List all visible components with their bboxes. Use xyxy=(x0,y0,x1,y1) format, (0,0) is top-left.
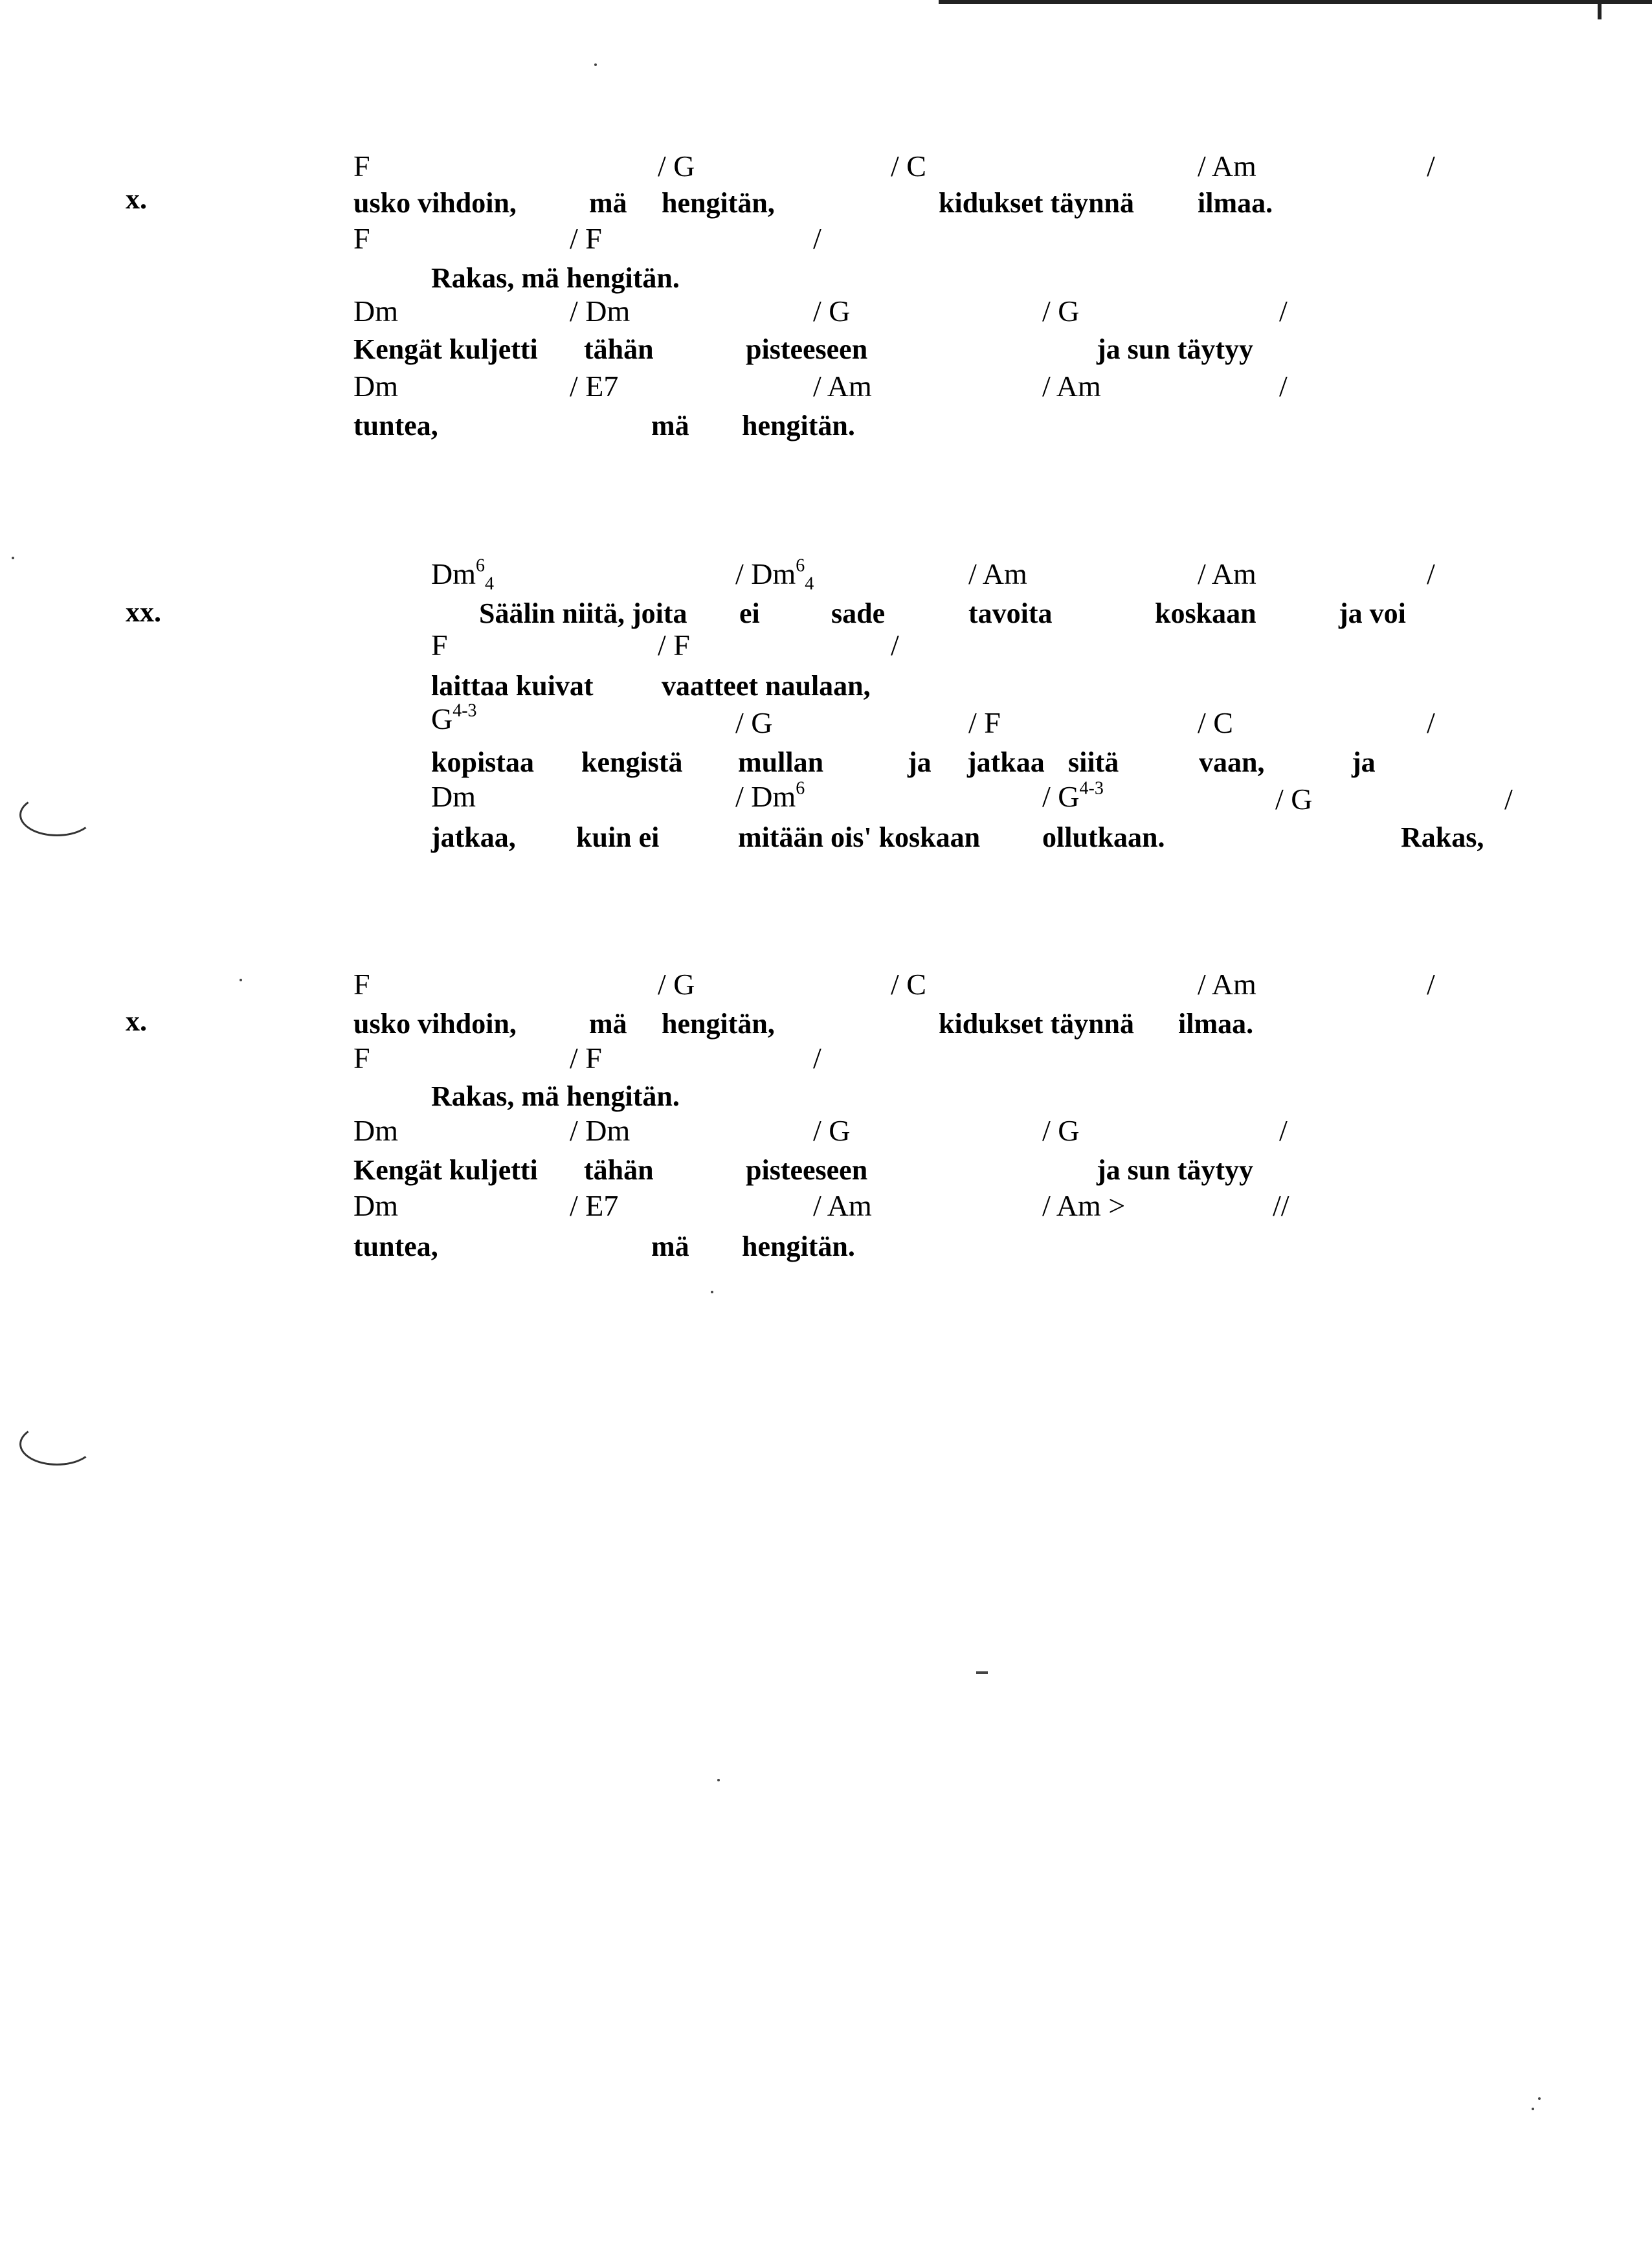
lyric-text: mä xyxy=(589,1008,627,1040)
chord: / xyxy=(1427,968,1435,1001)
chord: / C xyxy=(891,150,926,183)
chord: / xyxy=(813,222,821,255)
lyric-text: Rakas, xyxy=(1401,821,1484,853)
chord xyxy=(431,782,476,812)
section-marker: xx. xyxy=(126,596,161,628)
lyric-text: mä xyxy=(651,410,689,441)
lyric-text: tavoita xyxy=(968,597,1053,629)
chord: / Am xyxy=(1198,150,1256,183)
chord: / Dm xyxy=(570,295,631,328)
lyric-text: Kengät kuljetti xyxy=(353,1154,538,1186)
lyric-text: tähän xyxy=(584,1154,654,1186)
lyric-text: ja sun täytyy xyxy=(1097,1154,1254,1186)
chord-superscript: 6 xyxy=(796,778,805,799)
chord: / G xyxy=(658,968,695,1001)
lyric-text: ja voi xyxy=(1339,597,1406,629)
lyric-text: koskaan xyxy=(1155,597,1256,629)
lyric-text: laittaa kuivat xyxy=(431,670,594,702)
lyric-text: ja sun täytyy xyxy=(1097,333,1254,365)
chord: / xyxy=(1427,150,1435,183)
section-marker: x. xyxy=(126,1005,147,1037)
lyric-text: Kengät kuljetti xyxy=(353,333,538,365)
chord: / E7 xyxy=(570,1189,619,1222)
lyric-text: tähän xyxy=(584,333,654,365)
chord-base: / G xyxy=(1042,780,1080,813)
chord xyxy=(735,778,805,813)
chord xyxy=(891,630,899,660)
chord: F xyxy=(353,1042,370,1075)
chord xyxy=(658,630,690,660)
chord-base: / F xyxy=(658,629,690,662)
lyric-text: hengitän, xyxy=(662,1008,775,1040)
lyric-text: kopistaa xyxy=(431,746,534,778)
scan-speck xyxy=(594,63,597,66)
scan-edge-artifact xyxy=(939,0,1652,4)
chord: / G xyxy=(658,150,695,183)
chord xyxy=(968,559,1027,589)
chord: / G xyxy=(813,295,851,328)
chord-superscript: 4-3 xyxy=(452,700,477,721)
chord xyxy=(1427,708,1435,738)
chord: / Dm xyxy=(570,1114,631,1147)
chord: / G xyxy=(1042,1114,1080,1147)
chord: / xyxy=(1279,370,1288,403)
chord: / xyxy=(1279,295,1288,328)
chord: / xyxy=(813,1042,821,1075)
lyric-text: ollutkaan. xyxy=(1042,821,1165,853)
lyric-text: Säälin niitä, joita xyxy=(479,597,687,629)
chord: // xyxy=(1273,1189,1289,1222)
lyric-text: Rakas, mä hengitän. xyxy=(431,262,680,294)
chord xyxy=(1042,778,1104,813)
chord-base: / xyxy=(1427,557,1435,590)
chord-subscript: 4 xyxy=(485,574,494,594)
chord-superscript: 6 xyxy=(796,555,805,576)
chord-base: / C xyxy=(1198,706,1233,739)
chord-base: Dm xyxy=(431,557,476,590)
lyric-text: siitä xyxy=(1068,746,1119,778)
lyric-text: kidukset täynnä xyxy=(939,187,1135,219)
chord: / F xyxy=(570,222,602,255)
chord xyxy=(1275,785,1313,814)
lyric-text: kidukset täynnä xyxy=(939,1008,1135,1040)
scan-edge-artifact xyxy=(1598,0,1602,19)
chord: / Am xyxy=(813,1189,872,1222)
lyric-text: Rakas, mä hengitän. xyxy=(431,1080,680,1112)
chord xyxy=(968,708,1001,738)
chord: / xyxy=(1279,1114,1288,1147)
chord-superscript: 6 xyxy=(476,555,485,576)
chord: / G xyxy=(813,1114,851,1147)
chord: / Am > xyxy=(1042,1189,1126,1222)
chord: Dm xyxy=(353,1189,398,1222)
chord xyxy=(431,630,448,660)
chord xyxy=(1198,559,1256,589)
lyric-text: kuin ei xyxy=(576,821,660,853)
lyric-text: ilmaa. xyxy=(1198,187,1273,219)
chord xyxy=(735,555,814,594)
lyric-text: ja xyxy=(908,746,932,778)
chord-subscript: 4 xyxy=(805,574,814,594)
scan-speck xyxy=(1538,2097,1541,2100)
lyric-text: kengistä xyxy=(581,746,683,778)
scan-smudge xyxy=(19,794,95,836)
lyric-text: pisteeseen xyxy=(746,333,868,365)
chord: Dm xyxy=(353,370,398,403)
chord: / Am xyxy=(1042,370,1101,403)
chord: F xyxy=(353,150,370,183)
lyric-text: pisteeseen xyxy=(746,1154,868,1186)
chord-base: G xyxy=(431,702,453,735)
chord-base: / Am xyxy=(1198,557,1256,590)
scan-speck xyxy=(976,1671,988,1674)
lyric-text: jatkaa, xyxy=(431,821,516,853)
lyric-text: mullan xyxy=(738,746,824,778)
lyric-text: mä xyxy=(589,187,627,219)
chord-base: / G xyxy=(1275,783,1313,816)
chord-base: / xyxy=(1427,706,1435,739)
chord-base: / Am xyxy=(968,557,1027,590)
lyric-text: mä xyxy=(651,1231,689,1262)
lyric-text: mitään ois' koskaan xyxy=(738,821,981,853)
chord xyxy=(1504,785,1513,814)
chord-superscript: 4-3 xyxy=(1079,778,1104,799)
chord: F xyxy=(353,968,370,1001)
lyric-text: hengitän. xyxy=(742,1231,855,1262)
chord: / E7 xyxy=(570,370,619,403)
scan-speck xyxy=(717,1779,720,1781)
lyric-text: tuntea, xyxy=(353,410,438,441)
lyric-text: tuntea, xyxy=(353,1231,438,1262)
lyric-text: ilmaa. xyxy=(1178,1008,1254,1040)
section-marker: x. xyxy=(126,183,147,215)
chord-base: / xyxy=(891,629,899,662)
lyric-text: usko vihdoin, xyxy=(353,187,517,219)
chord-base: Dm xyxy=(431,780,476,813)
chord: Dm xyxy=(353,1114,398,1147)
chord: F xyxy=(353,222,370,255)
chord xyxy=(431,555,494,594)
chord: / Am xyxy=(1198,968,1256,1001)
lyric-text: jatkaa xyxy=(967,746,1045,778)
chord xyxy=(1198,708,1233,738)
chord xyxy=(1427,559,1435,589)
lyric-text: hengitän. xyxy=(742,410,855,441)
chord: / G xyxy=(1042,295,1080,328)
chord-base: F xyxy=(431,629,448,662)
chord: / C xyxy=(891,968,926,1001)
scan-speck xyxy=(240,979,242,981)
chord-base: / F xyxy=(968,706,1001,739)
chord-base: / Dm xyxy=(735,780,796,813)
chord-base: / Dm xyxy=(735,557,796,590)
lyric-text: sade xyxy=(831,597,886,629)
chord xyxy=(431,700,477,735)
lyric-text: vaan, xyxy=(1199,746,1265,778)
scan-smudge xyxy=(19,1423,95,1466)
lyric-text: usko vihdoin, xyxy=(353,1008,517,1040)
scan-speck xyxy=(1532,2108,1534,2110)
chord xyxy=(735,708,773,738)
chord: Dm xyxy=(353,295,398,328)
chord-base: / G xyxy=(735,706,773,739)
lyric-text: ei xyxy=(739,597,760,629)
chord: / F xyxy=(570,1042,602,1075)
lyric-text: ja xyxy=(1352,746,1376,778)
chord: / Am xyxy=(813,370,872,403)
scan-speck xyxy=(711,1291,713,1293)
scan-speck xyxy=(12,557,14,559)
lyric-text: hengitän, xyxy=(662,187,775,219)
lyric-text: vaatteet naulaan, xyxy=(662,670,871,702)
chord-base: / xyxy=(1504,783,1513,816)
